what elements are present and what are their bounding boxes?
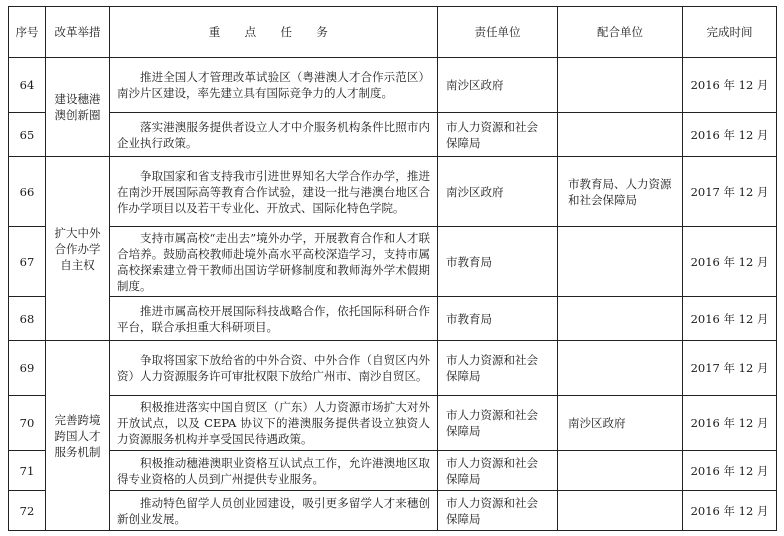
row-num: 64 [9,58,46,113]
responsible-cell: 市教育局 [438,297,558,341]
header-cooperating: 配合单位 [558,7,683,58]
table-row [9,113,777,157]
table-row [9,157,777,227]
table-row [9,297,777,341]
cooperating-cell [558,58,683,113]
task-cell: 推动特色留学人员创业园建设，吸引更多留学人才来穗创新创业发展。 [110,491,438,531]
deadline-cell: 2016 年 12 月 [683,297,777,341]
header-responsible: 责任单位 [438,7,558,58]
task-cell: 推进市属高校开展国际科技战略合作，依托国际科研合作平台，联合承担重大科研项目。 [110,297,438,341]
task-cell: 争取国家和省支持我市引进世界知名大学合作办学，推进在南沙开展国际高等教育合作试验，建设一批与港澳台地区合作办学项目以及若干专业化、开放式、国际化特色学院。 [110,157,438,227]
responsible-cell: 南沙区政府 [438,58,558,113]
table-row [9,491,777,531]
responsible-cell: 南沙区政府 [438,157,558,227]
table-row [9,341,777,396]
cooperating-cell [558,451,683,491]
task-cell: 落实港澳服务提供者设立人才中介服务机构条件比照市内企业执行政策。 [110,113,438,157]
task-cell: 积极推动穗港澳职业资格互认试点工作，允许港澳地区取得专业资格的人员到广州提供专业服务。 [110,451,438,491]
row-num: 65 [9,113,46,157]
responsible-cell: 市人力资源和社会保障局 [438,341,558,396]
header-num: 序号 [9,7,46,58]
responsible-cell: 市人力资源和社会保障局 [438,113,558,157]
deadline-cell: 2016 年 12 月 [683,227,777,297]
table-row [9,227,777,297]
responsible-cell: 市人力资源和社会保障局 [438,451,558,491]
task-cell: 支持市属高校“走出去”境外办学，开展教育合作和人才联合培养。鼓励高校教师赴境外高水平高校深造学习，支持市属高校探索建立骨干教师出国访学研修制度和教师海外学术假期制度。 [110,227,438,297]
table-row [9,58,777,113]
cooperating-cell: 南沙区政府 [558,396,683,451]
responsible-cell: 市人力资源和社会保障局 [438,396,558,451]
category-cell: 完善跨境跨国人才服务机制 [46,341,110,531]
row-num: 69 [9,341,46,396]
cooperating-cell [558,227,683,297]
table-row [9,396,777,451]
deadline-cell: 2016 年 12 月 [683,113,777,157]
cooperating-cell [558,113,683,157]
deadline-cell: 2017 年 12 月 [683,341,777,396]
row-num: 72 [9,491,46,531]
header-category: 改革举措 [46,7,110,58]
cooperating-cell: 市教育局、人力资源和社会保障局 [558,157,683,227]
row-num: 66 [9,157,46,227]
deadline-cell: 2016 年 12 月 [683,396,777,451]
cooperating-cell [558,341,683,396]
header-deadline: 完成时间 [683,7,777,58]
category-cell: 建设穗港澳创新圈 [46,58,110,157]
deadline-cell: 2016 年 12 月 [683,451,777,491]
deadline-cell: 2016 年 12 月 [683,58,777,113]
category-cell: 扩大中外合作办学自主权 [46,157,110,341]
deadline-cell: 2016 年 12 月 [683,491,777,531]
task-cell: 争取将国家下放给省的中外合资、中外合作（自贸区内外资）人力资源服务许可审批权限下放给广州市、南沙自贸区。 [110,341,438,396]
row-num: 67 [9,227,46,297]
deadline-cell: 2017 年 12 月 [683,157,777,227]
table-header-row [9,7,777,58]
responsible-cell: 市人力资源和社会保障局 [438,491,558,531]
cooperating-cell [558,297,683,341]
row-num: 71 [9,451,46,491]
header-task: 重 点 任 务 [110,7,438,58]
table-row [9,451,777,491]
cooperating-cell [558,491,683,531]
task-cell: 推进全国人才管理改革试验区（粤港澳人才合作示范区）南沙片区建设，率先建立具有国际竞争力的人才制度。 [110,58,438,113]
reform-measures-table [8,6,777,531]
task-cell: 积极推进落实中国自贸区（广东）人力资源市场扩大对外开放试点，以及 CEPA 协议下的港澳服务提供者设立独资人力资源服务机构并享受国民待遇政策。 [110,396,438,451]
row-num: 70 [9,396,46,451]
row-num: 68 [9,297,46,341]
responsible-cell: 市教育局 [438,227,558,297]
